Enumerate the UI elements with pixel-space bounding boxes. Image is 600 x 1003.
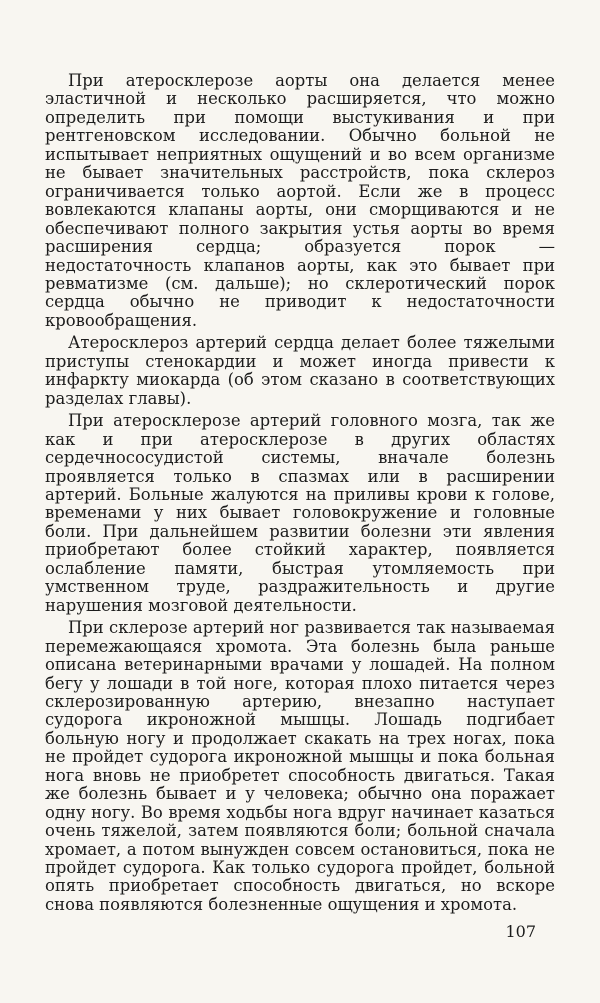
- paragraph-brain-arteries: При атеросклерозе артерий головного мозга, так же как и при атеросклерозе в других областях сердечнососудистой системы, вначале болезнь проявляется только в спазмах или в расширении артерий. Больные жалуются на приливы крови к голове, временами у них бывает головокружение и головные боли. При дальнейшем развитии болезни эти явления приобретают более стойкий характер, появляется ослабление памяти, быстрая утомляемость при умственном труде, раздражительность и другие нарушения мозговой деятельности.: [45, 411, 555, 615]
- paragraph-aorta: При атеросклерозе аорты она делается менее эластичной и несколько расширяется, что можно определить при помощи выстукивания и при рентгеновском исследовании. Обычно больной не испытывает неприятных ощущений и во всем организме не бывает значительных расстройств, пока склероз ограничивается только аортой. Если же в процесс вовлекаются клапаны аорты, они сморщиваются и не обеспечивают полного закрытия устья аорты во время расширения сердца; образуется порок — недостаточность клапанов аорты, как это бывает при ревматизме (см. дальше); но склеротический порок сердца обычно не приводит к недостаточности кровообращения.: [45, 71, 555, 330]
- page-number: 107: [505, 922, 536, 941]
- body-text: [45, 72, 555, 918]
- paragraph-leg-arteries: При склерозе артерий ног развивается так называемая перемежающаяся хромота. Эта болезнь была раньше описана ветеринарными врачами у лошадей. На полном бегу у лошади в той ноге, которая плохо питается через склерозированную артерию, внезапно наступает судорога икроножной мышцы. Лошадь подгибает больную ногу и продолжает скакать на трех ногах, пока не пройдет судорога икроножной мышцы и пока больная нога вновь не приобретет способность двигаться. Такая же болезнь бывает и у человека; обычно она поражает одну ногу. Во время ходьбы нога вдруг начинает казаться очень тяжелой, затем появляются боли; больной сначала хромает, а потом вынужден совсем остановиться, пока не пройдет судорога. Как только судорога пройдет, больной опять приобретает способность двигаться, но вскоре снова появляются болезненные ощущения и хромота.: [45, 618, 555, 914]
- paragraph-heart-arteries: Атеросклероз артерий сердца делает более тяжелыми приступы стенокардии и может иногда привести к инфаркту миокарда (об этом сказано в соответствующих разделах главы).: [45, 333, 555, 408]
